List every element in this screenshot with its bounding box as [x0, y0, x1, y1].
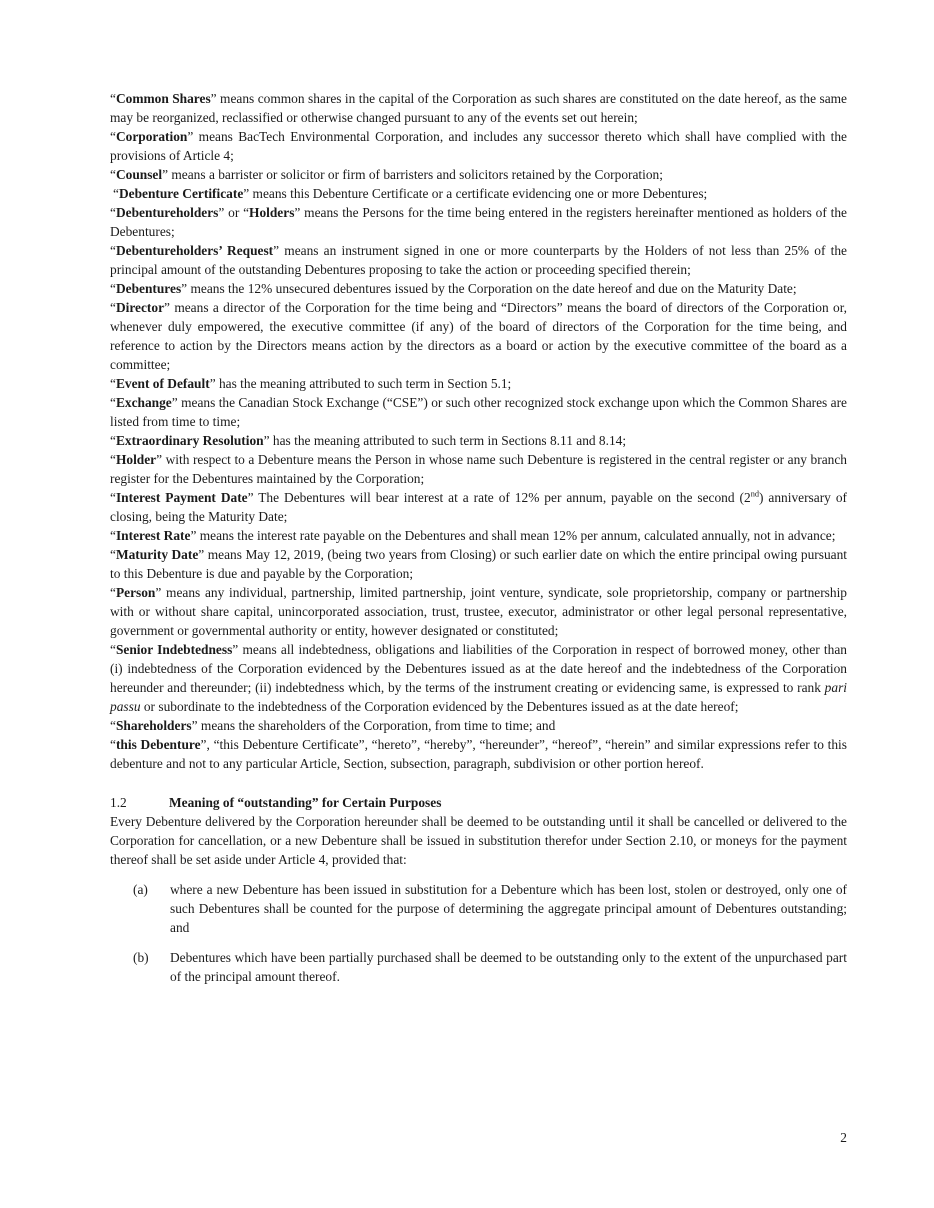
text-run: ” with respect to a Debenture means the Person in whose name such Debenture is registered in the central register or any branch register for the Debentures maintained by the Corporation;	[110, 452, 847, 486]
defined-term: Debenture Certificate	[118, 186, 244, 201]
section-intro: Every Debenture delivered by the Corporation hereunder shall be deemed to be outstanding until it shall be cancelled or delivered to the Corporation for cancellation, or a new Debenture shall be issued in substitution therefor under Section 2.10, or moneys for the payment thereof shall be set aside under Article 4, provided that:	[110, 814, 847, 867]
definition-paragraph	[110, 184, 847, 203]
text-run: ” means an instrument signed in one or more counterparts by the Holders of not less than 25% of the principal amount of the outstanding Debentures proposing to take the action or proceeding specified therein;	[110, 243, 847, 277]
defined-term: Holders	[249, 205, 295, 220]
defined-term: Extraordinary Resolution	[115, 433, 264, 448]
list-item-marker: (b)	[133, 950, 149, 965]
text-run: “	[110, 205, 116, 220]
defined-term: Senior Indebtedness	[115, 642, 233, 657]
defined-term: Counsel	[115, 167, 163, 182]
definition-paragraph	[110, 241, 847, 279]
list-item-text: Debentures which have been partially purchased shall be deemed to be outstanding only to the extent of the unpurchased part of the principal amount thereof.	[170, 950, 847, 984]
defined-term: Shareholders	[115, 718, 192, 733]
defined-term: Maturity Date	[115, 547, 199, 562]
list-item	[110, 948, 847, 986]
definition-paragraph	[110, 716, 847, 735]
definition-paragraph	[110, 127, 847, 165]
text-run: “	[113, 186, 119, 201]
text-run: “	[110, 129, 116, 144]
defined-term: Interest Payment Date	[115, 490, 248, 505]
text-run: ” means this Debenture Certificate or a certificate evidencing one or more Debentures;	[243, 186, 708, 201]
list-item-marker: (a)	[133, 882, 148, 897]
italic-phrase: pari passu	[110, 680, 847, 714]
defined-term: Person	[115, 585, 156, 600]
definition-paragraph	[110, 203, 847, 241]
text-run: ” means May 12, 2019, (being two years from Closing) or such earlier date on which the entire principal owing pursuant to this Debenture is due and payable by the Corporation;	[110, 547, 847, 581]
definition-paragraph	[110, 488, 847, 526]
defined-term: Debentureholders’ Request	[115, 243, 274, 258]
definition-paragraph	[110, 89, 847, 127]
document-body	[110, 89, 847, 986]
defined-term: Common Shares	[115, 91, 211, 106]
definition-paragraph	[110, 640, 847, 716]
text-run: ”, “this Debenture Certificate”, “hereto”, “hereby”, “hereunder”, “hereof”, “herein” and similar expressions refer to this debenture and not to any particular Article, Section, subsection, paragraph, subdivision or other portion hereof.	[110, 737, 847, 771]
section-heading	[110, 793, 847, 812]
text-run: ” means the interest rate payable on the Debentures and shall mean 12% per annum, calculated annually, not in advance;	[190, 528, 836, 543]
page-number: 2	[840, 1130, 847, 1145]
text-run: ” has the meaning attributed to such term in Sections 8.11 and 8.14;	[263, 433, 627, 448]
text-run: “	[110, 243, 116, 258]
definition-paragraph	[110, 526, 847, 545]
definition-paragraph	[110, 545, 847, 583]
text-run: “	[110, 300, 116, 315]
section-title: Meaning of “outstanding” for Certain Purposes	[169, 795, 442, 810]
text-run: “	[110, 547, 116, 562]
text-run: ” means the Persons for the time being entered in the registers hereinafter mentioned as holders of the Debentures;	[110, 205, 847, 239]
defined-term: Debentures	[115, 281, 182, 296]
definition-paragraph	[110, 431, 847, 450]
text-run: ” means the shareholders of the Corporation, from time to time; and	[191, 718, 556, 733]
section-number: 1.2	[110, 795, 127, 810]
definition-paragraph	[110, 450, 847, 488]
text-run: or subordinate to the indebtedness of the Corporation evidenced by the Debentures issued as at the date hereof;	[140, 699, 739, 714]
text-run: “	[110, 737, 116, 752]
section-1-2	[110, 793, 847, 986]
definitions-section	[110, 89, 847, 773]
text-run: “	[110, 490, 116, 505]
text-run: nd	[750, 489, 759, 499]
text-run: “	[110, 585, 116, 600]
text-run: “	[110, 452, 116, 467]
defined-term: Exchange	[115, 395, 172, 410]
defined-term: this Debenture	[115, 737, 201, 752]
text-run: ” means BacTech Environmental Corporation, and includes any successor thereto which shall have complied with the provisions of Article 4;	[110, 129, 847, 163]
text-run: ” means all indebtedness, obligations and liabilities of the Corporation in respect of borrowed money, other than (i) indebtedness of the Corporation evidenced by the Debentures issued as at the date hereof and the indebtedness of the Corporation hereunder and thereunder; (ii) indebtedness which, by the terms of the instrument creating or evidencing same, is expressed to rank	[110, 642, 847, 695]
text-run: “	[110, 281, 116, 296]
text-run: ” or “	[218, 205, 250, 220]
text-run: “	[110, 642, 116, 657]
list-item-text: where a new Debenture has been issued in substitution for a Debenture which has been lost, stolen or destroyed, only one of such Debentures shall be counted for the purpose of determining the aggregate principal amount of Debentures outstanding; and	[170, 882, 847, 935]
defined-term: Event of Default	[115, 376, 210, 391]
text-run: ” means any individual, partnership, limited partnership, joint venture, syndicate, sole proprietorship, company or partnership with or without share capital, unincorporated association, trust, trustee, executor, administrator or other legal personal representative, government or governmental authority or entity, however designated or constituted;	[110, 585, 847, 638]
definition-paragraph	[110, 374, 847, 393]
text-run: “	[110, 376, 116, 391]
text-run: ” means common shares in the capital of the Corporation as such shares are constituted on the date hereof, as the same may be reorganized, reclassified or otherwise changed pursuant to any of the events set out herein;	[110, 91, 847, 125]
text-run: ” has the meaning attributed to such term in Section 5.1;	[209, 376, 512, 391]
definition-paragraph	[110, 165, 847, 184]
text-run: “	[110, 91, 116, 106]
defined-term: Director	[115, 300, 165, 315]
defined-term: Interest Rate	[115, 528, 191, 543]
text-run: “	[110, 433, 116, 448]
text-run: ) anniversary of closing, being the Maturity Date;	[110, 490, 847, 524]
text-run: ” means a director of the Corporation for the time being and “Directors” means the board of directors of the Corporation or, whenever duly empowered, the executive committee (if any) of the board of directors of the Corporation for the time being, and reference to action by the Directors means action by the directors as a board or action by the executive committee of the board as a committee;	[110, 300, 847, 372]
defined-term: Corporation	[115, 129, 188, 144]
text-run: “	[110, 718, 116, 733]
text-run: ” means the 12% unsecured debentures issued by the Corporation on the date hereof and due on the Maturity Date;	[181, 281, 797, 296]
text-run: “	[110, 395, 116, 410]
definition-paragraph	[110, 583, 847, 640]
definition-paragraph	[110, 393, 847, 431]
definition-paragraph	[110, 298, 847, 374]
text-run: “	[110, 528, 116, 543]
defined-term: Holder	[115, 452, 157, 467]
text-run: ” means a barrister or solicitor or firm of barristers and solicitors retained by the Corporation;	[162, 167, 663, 182]
section-list	[110, 880, 847, 986]
text-run: ” means the Canadian Stock Exchange (“CSE”) or such other recognized stock exchange upon which the Common Shares are listed from time to time;	[110, 395, 847, 429]
definition-paragraph	[110, 279, 847, 298]
defined-term: Debentureholders	[115, 205, 219, 220]
text-run: “	[110, 167, 116, 182]
list-item	[110, 880, 847, 937]
text-run: ” The Debentures will bear interest at a rate of 12% per annum, payable on the second (2	[247, 490, 751, 505]
definition-paragraph	[110, 735, 847, 773]
